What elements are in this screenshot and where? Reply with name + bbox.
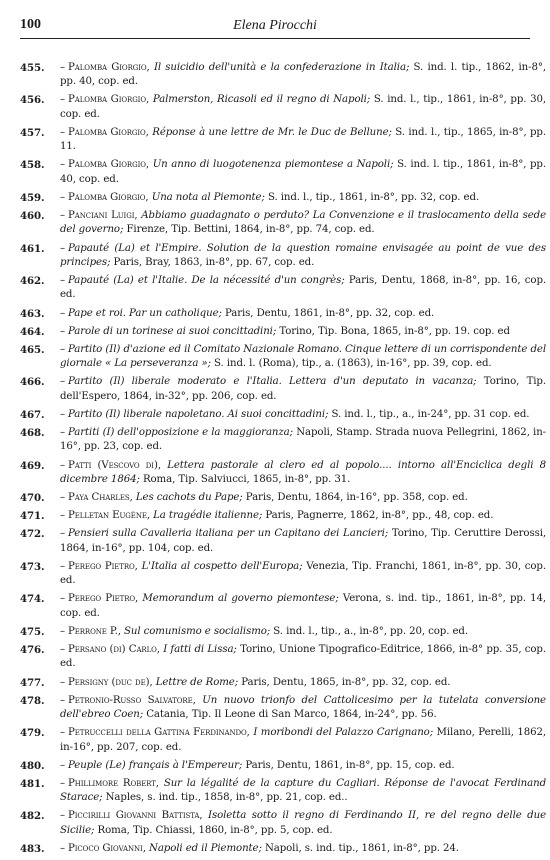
bibliography-entry <box>20 343 546 372</box>
entry-dash: – <box>60 191 65 203</box>
entry-dash: – <box>60 242 65 254</box>
entry-title: Partito (Il) liberale moderato e l'Italia. Lettera d'un deputato in vacanza; <box>68 376 477 388</box>
entry-imprint: Naples, s. ind. tip., 1858, in-8°, pp. 21, cop. ed.. <box>105 792 348 804</box>
bibliography-entry <box>20 759 546 773</box>
entry-dash: – <box>60 528 65 540</box>
entry-title: L'Italia al cospetto dell'Europa; <box>141 560 303 572</box>
entry-imprint: Paris, Pagnerre, 1862, in-8°, pp., 48, cop. ed. <box>265 510 494 522</box>
entry-number: 481. <box>20 777 45 790</box>
entry-author: Palomba Giorgio, <box>68 191 149 203</box>
entry-title: Papauté (La) et l'Italie. De la nécessité d'un congrès; <box>68 275 345 287</box>
entry-imprint: Torino, Tip. Ceruttire Derossi, 1864, in-16°, pp. 104, cop. ed. <box>60 528 546 554</box>
entry-imprint: Paris, Dentu, 1861, in-8°, pp. 32, cop. ed. <box>224 307 435 319</box>
entry-title: Partito (Il) liberale napoletano. Ai suoi concittadini; <box>68 408 329 420</box>
entry-title: Isoletta sotto il regno di Ferdinando II, re del regno delle due Sicilie; <box>60 810 546 836</box>
bibliography-entry <box>20 676 546 690</box>
entry-title: Una nota al Piemonte; <box>151 191 265 203</box>
bibliography-list <box>20 61 546 860</box>
entry-author: Pelletan Eugène, <box>68 510 150 522</box>
bibliography-entry <box>20 694 546 723</box>
entry-number: 459. <box>20 191 45 204</box>
entry-author: Palomba Giorgio, <box>68 94 150 106</box>
bibliography-entry <box>20 209 546 238</box>
entry-author: Petruccelli della Gattina Ferdinando, <box>68 727 250 739</box>
entry-dash: – <box>60 159 65 171</box>
entry-title: Pape et roi. Par un catholique; <box>68 307 222 319</box>
entry-author: Perrone P., <box>68 625 121 637</box>
entry-title: Memorandum al governo piemontese; <box>142 593 339 605</box>
entry-number: 475. <box>20 625 45 638</box>
bibliography-entry <box>20 643 546 672</box>
bibliography-entry <box>20 375 546 404</box>
entry-author: Persano (di) Carlo, <box>68 644 160 656</box>
bibliography-entry <box>20 809 546 838</box>
entry-number: 476. <box>20 644 45 657</box>
entry-imprint: Roma, Tip. Chiassi, 1860, in-8°, pp. 5, cop. ed. <box>97 824 333 836</box>
entry-dash: – <box>60 427 65 439</box>
bibliography-entry <box>20 307 546 321</box>
entry-title: I fatti di Lissa; <box>163 644 237 656</box>
entry-number: 483. <box>20 842 45 855</box>
entry-number: 480. <box>20 759 45 772</box>
entry-imprint: Torino, Tip. Bona, 1865, in-8°, pp. 19. cop. ed <box>279 325 510 337</box>
entry-author: Perego Pietro, <box>68 560 138 572</box>
entry-number: 463. <box>20 307 45 320</box>
entry-number: 472. <box>20 528 45 541</box>
entry-author: Piccirilli Giovanni Battista, <box>68 810 203 822</box>
entry-number: 460. <box>20 210 45 223</box>
entry-number: 479. <box>20 727 45 740</box>
entry-title: Les cachots du Pape; <box>135 492 243 504</box>
entry-imprint: Paris, Dentu, 1861, in-8°, pp. 15, cop. ed. <box>245 759 455 771</box>
entry-imprint: Paris, Dentu, 1865, in-8°, pp. 32, cop. ed. <box>241 676 451 688</box>
entry-author: Phillimore Robert, <box>68 777 159 789</box>
entry-number: 477. <box>20 676 45 689</box>
page-number: 100 <box>20 17 41 32</box>
bibliography-entry <box>20 777 546 806</box>
entry-number: 468. <box>20 427 45 440</box>
entry-title: Réponse à une lettre de Mr. le Duc de Bellune; <box>152 126 392 138</box>
entry-number: 466. <box>20 376 45 389</box>
entry-number: 471. <box>20 510 45 523</box>
entry-imprint: Paris, Dentu, 1868, in-8°, pp. 16, cop. ed. <box>60 275 547 301</box>
entry-title: Peuple (Le) français à l'Empereur; <box>68 759 243 771</box>
bibliography-entry <box>20 459 546 488</box>
entry-dash: – <box>60 644 65 656</box>
entry-dash: – <box>60 275 65 287</box>
entry-author: Palomba Giorgio, <box>68 126 149 138</box>
entry-dash: – <box>60 625 65 637</box>
entry-imprint: S. ind. l., tip., 1861, in-8°, pp. 30, cop. ed. <box>60 94 547 120</box>
entry-dash: – <box>60 842 65 854</box>
entry-dash: – <box>60 510 65 522</box>
entry-imprint: Verona, s. ind. tip., 1861, in-8°, pp. 14, cop. ed. <box>60 593 546 619</box>
bibliography-entry <box>20 625 546 639</box>
entry-dash: – <box>60 126 65 138</box>
entry-imprint: S. ind. l. (Roma), tip., a. (1863), in-16°, pp. 39, cop. ed. <box>214 358 492 370</box>
entry-number: 473. <box>20 560 45 573</box>
entry-imprint: Catania, Tip. Il Leone di San Marco, 1864, in-24°, pp. 56. <box>146 709 437 721</box>
entry-imprint: S. ind. l. tip., 1862, in-8°, pp. 40, cop. ed. <box>60 62 546 88</box>
bibliography-entry <box>20 158 546 187</box>
entry-dash: – <box>60 94 65 106</box>
entry-number: 469. <box>20 459 45 472</box>
entry-dash: – <box>60 676 65 688</box>
entry-imprint: Torino, Tip. dell'Espero, 1864, in-32°, pp. 206, cop. ed. <box>60 376 546 402</box>
entry-imprint: Firenze, Tip. Bettini, 1864, in-8°, pp. 74, cop. ed. <box>126 224 375 236</box>
entry-title: Sul comunismo e socialismo; <box>124 625 271 637</box>
entry-number: 464. <box>20 325 45 338</box>
entry-title: Sur la légalité de la capture du Cagliari. Réponse de l'avocat Ferdinand Starace; <box>60 777 547 804</box>
entry-author: Perego Pietro, <box>68 593 139 605</box>
entry-imprint: Venezia, Tip. Franchi, 1861, in-8°, pp. 30, cop. ed. <box>60 560 546 587</box>
bibliography-entry <box>20 726 546 755</box>
entry-title: Partiti (I) dell'opposizione e la maggioranza; <box>68 427 293 439</box>
entry-author: Persigny (duc de), <box>68 676 153 688</box>
bibliography-entry <box>20 592 546 621</box>
entry-title: Un anno di luogotenenza piemontese a Napoli; <box>152 159 394 171</box>
bibliography-entry <box>20 126 546 155</box>
entry-dash: – <box>60 343 65 355</box>
entry-dash: – <box>60 210 65 222</box>
entry-number: 482. <box>20 810 45 823</box>
entry-imprint: Torino, Unione Tipografico-Editrice, 1866, in-8° pp. 35, cop. ed. <box>60 644 546 670</box>
entry-number: 470. <box>20 492 45 505</box>
entry-imprint: Paris, Dentu, 1864, in-16°, pp. 358, cop. ed. <box>245 492 468 504</box>
entry-number: 462. <box>20 275 45 288</box>
entry-imprint: S. ind. l., tip., a., in-24°, pp. 31 cop. ed. <box>331 408 530 420</box>
entry-title: Lettera pastorale al clero ed al popolo.... intorno all'Enciclica degli 8 dicembre 1864; <box>60 459 546 485</box>
entry-number: 467. <box>20 408 45 421</box>
entry-number: 457. <box>20 126 45 139</box>
entry-author: Palomba Giorgio, <box>68 159 150 171</box>
entry-imprint: S. ind. l., tip., 1865, in-8°, pp. 11. <box>60 126 546 153</box>
bibliography-entry <box>20 61 546 90</box>
entry-title: Un nuovo trionfo del Cattolicesimo per la tutelata conversione dell'ebreo Coen; <box>60 694 546 721</box>
entry-author: Palomba Giorgio, <box>68 62 150 73</box>
entry-author: Paya Charles, <box>68 492 133 504</box>
entry-title: Partito (Il) d'azione ed il Comitato Nazionale Romano. Cinque lettere di un corrispondente del giornale « La perseveranza »; <box>60 343 546 370</box>
entry-author: Panciani Luigi, <box>68 210 138 222</box>
bibliography-entry <box>20 408 546 422</box>
entry-title: Abbiamo guadagnato o perduto? La Convenzione e il traslocamento della sede del governo; <box>60 210 546 236</box>
bibliography-entry <box>20 242 546 271</box>
entry-dash: – <box>60 376 65 388</box>
entry-author: Picoco Giovanni, <box>68 842 146 854</box>
entry-imprint: Napoli, Stamp. Strada nuova Pellegrini, 1862, in-16°, pp. 23, cop. ed. <box>60 427 547 453</box>
entry-title: Pensieri sulla Cavalleria italiana per un Capitano dei Lancieri; <box>68 528 389 540</box>
bibliography-entry <box>20 842 546 856</box>
entry-imprint: S. ind. l., tip., a., in-8°, pp. 20, cop. ed. <box>273 625 468 637</box>
entry-number: 458. <box>20 159 45 172</box>
entry-dash: – <box>60 560 65 572</box>
bibliography-entry <box>20 527 546 556</box>
entry-dash: – <box>60 492 65 504</box>
entry-dash: – <box>60 810 65 822</box>
entry-number: 461. <box>20 242 45 255</box>
entry-imprint: Milano, Perelli, 1862, in-16°, pp. 207, cop. ed. <box>60 727 547 753</box>
bibliography-entry <box>20 325 546 339</box>
entry-dash: – <box>60 777 65 789</box>
entry-dash: – <box>60 62 65 73</box>
entry-imprint: Napoli, s. ind. tip., 1861, in-8°, pp. 24. <box>264 842 459 854</box>
entry-dash: – <box>60 307 65 319</box>
bibliography-entry <box>20 509 546 523</box>
entry-dash: – <box>60 408 65 420</box>
entry-number: 478. <box>20 694 45 707</box>
entry-dash: – <box>60 759 65 771</box>
entry-dash: – <box>60 325 65 337</box>
entry-number: 456. <box>20 94 45 107</box>
entry-title: La tragédie italienne; <box>153 510 263 522</box>
entry-author: Patti (Vescovo di), <box>68 459 161 471</box>
entry-dash: – <box>60 694 65 706</box>
entry-author: Petronio-Russo Salvatore, <box>68 694 196 706</box>
entry-imprint: Paris, Bray, 1863, in-8°, pp. 67, cop. ed. <box>113 256 315 268</box>
entry-dash: – <box>60 459 65 471</box>
entry-number: 474. <box>20 593 45 606</box>
entry-title: Il suicidio dell'unità e la confederazione in Italia; <box>153 62 410 73</box>
entry-title: Papauté (La) et l'Empire. Solution de la question romaine envisagée au point de vue des principes; <box>60 242 546 268</box>
entry-imprint: S. ind. l. tip., 1861, in-8°, pp. 40, cop. ed. <box>60 159 546 185</box>
bibliography-entry <box>20 491 546 505</box>
bibliography-entry <box>20 93 546 122</box>
entry-imprint: Roma, Tip. Salviucci, 1865, in-8°, pp. 31. <box>142 473 351 485</box>
entry-title: I moribondi del Palazzo Carignano; <box>253 727 434 739</box>
entry-title: Palmerston, Ricasoli ed il regno di Napoli; <box>152 94 371 106</box>
entry-dash: – <box>60 593 65 605</box>
page-header <box>20 14 530 39</box>
entry-dash: – <box>60 727 65 739</box>
bibliography-entry <box>20 191 546 205</box>
running-head: Elena Pirocchi <box>233 18 317 33</box>
entry-title: Parole di un torinese ai suoi concittadini; <box>68 325 277 337</box>
bibliography-entry <box>20 274 546 303</box>
entry-title: Napoli ed il Piemonte; <box>149 842 262 854</box>
entry-number: 465. <box>20 343 45 356</box>
bibliography-entry <box>20 560 546 589</box>
entry-imprint: S. ind. l., tip., 1861, in-8°, pp. 32, cop. ed. <box>267 191 480 203</box>
entry-number: 455. <box>20 62 45 74</box>
bibliography-entry <box>20 426 546 455</box>
entry-title: Lettre de Rome; <box>155 676 239 688</box>
